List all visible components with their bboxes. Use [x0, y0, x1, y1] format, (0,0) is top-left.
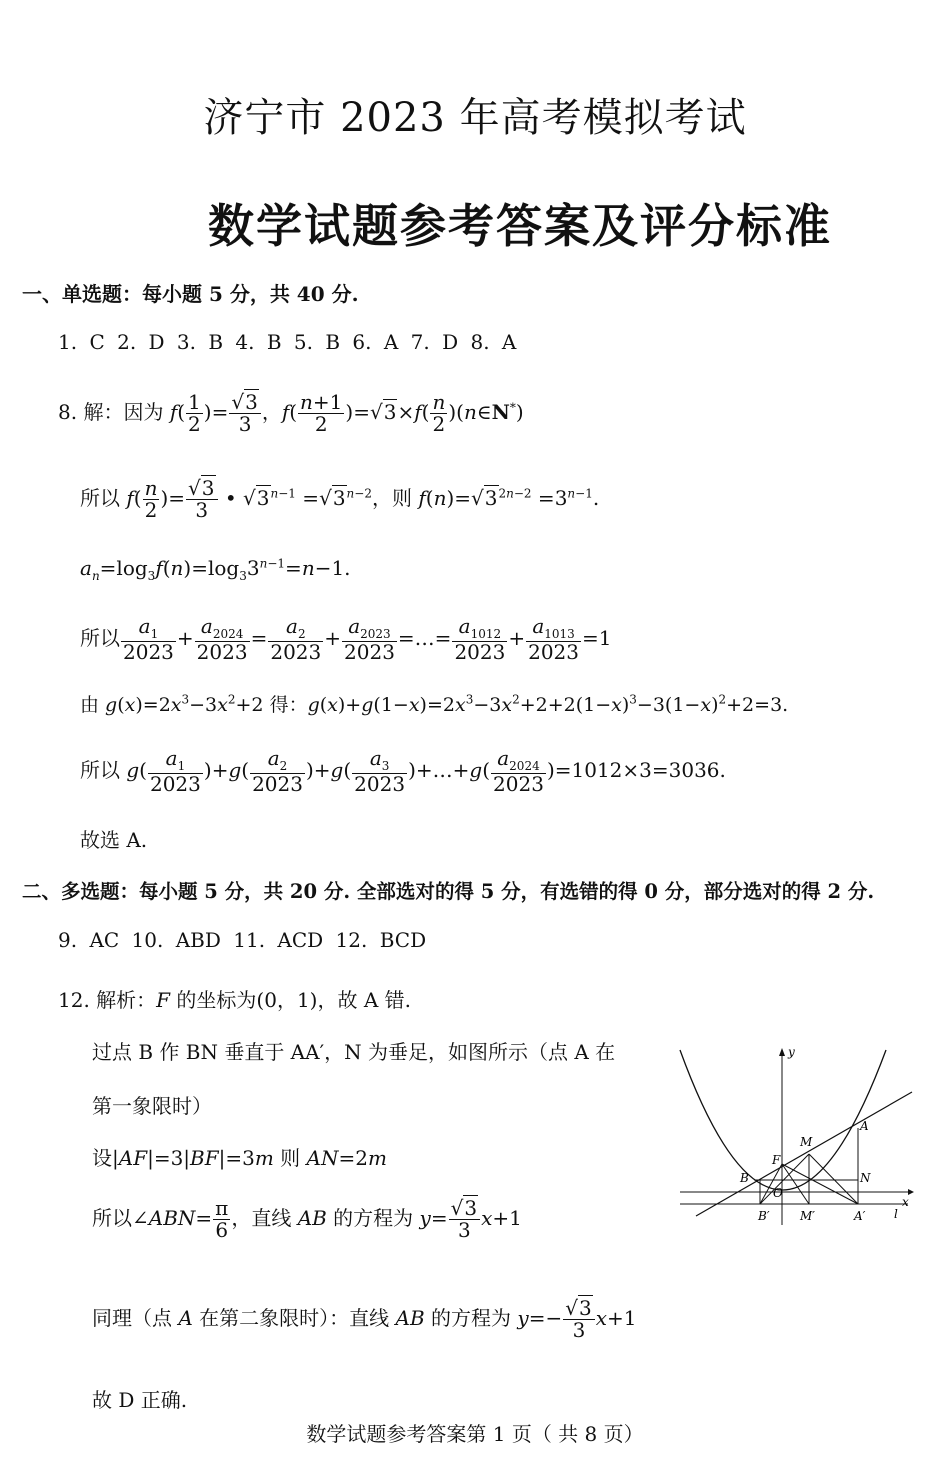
label-y: y: [788, 1045, 795, 1059]
label-a: A: [860, 1119, 869, 1133]
label-a-prime: A′: [854, 1209, 866, 1223]
q8-conclusion: 故选 A.: [80, 828, 148, 852]
label-o: O: [773, 1186, 783, 1200]
section2-answers: 9. AC 10. ABD 11. ACD 12. BCD: [58, 928, 427, 952]
q8-line2: 所以 f( $\frac{n}{2}$ )= $\frac{√3}{3}$ • $√3^{n-1} =√3^{n-2}$，则 $f(n)=√3^{2n-2} =3^{n-1}$.: [80, 476, 600, 522]
q12-conclusion: 故 D 正确.: [92, 1388, 188, 1412]
q8-label: 8. 解：因为: [58, 400, 164, 424]
label-f: F: [772, 1153, 781, 1167]
q12-line5: 所以∠ABN= $\frac{\pi}{6}$ ，直线 AB 的方程为 y= $\frac{√3}{3}$ x+1: [92, 1196, 522, 1242]
q8-line1: 8. 解：因为 f( $\frac{1}{2}$ )= $\frac{√3}{3}$ ，f( $\frac{n+1}{2}$ )=√3×f( $\frac{n}{2}$ )(n∈N*): [58, 390, 524, 436]
label-n: N: [860, 1171, 871, 1185]
parabola-figure: [672, 1040, 918, 1230]
q8-line4: 所以 $\frac{a_1}{2023}$ + $\frac{a_{2024}}{2023}$ = $\frac{a_2}{2023}$ + $\frac{a_{2023}}{2023}$ =…= $\frac{a_{1012}}{2023}$ + $\frac{a_{1013}}{2023}$ =1: [80, 614, 612, 664]
page-title: 济宁市 2023 年高考模拟考试: [203, 95, 747, 141]
q12-line2: 过点 B 作 BN 垂直于 AA′，N 为垂足，如图所示（点 A 在: [92, 1040, 616, 1064]
section1-heading: 一、单选题：每小题 5 分，共 40 分.: [22, 282, 359, 306]
parabola-curve: [680, 1050, 886, 1190]
q8-line3: $a_n=\log_3f(n)=\log_33^{n-1}=n-1$.: [80, 556, 351, 583]
label-l: l: [894, 1207, 898, 1221]
y-axis-arrow: [779, 1048, 785, 1056]
q12-line6: 同理（点 A 在第二象限时）：直线 AB 的方程为 y=− $\frac{√3}{3}$ x+1: [92, 1296, 637, 1342]
x-axis-arrow: [908, 1189, 914, 1195]
q8-line6: 所以 g( $\frac{a_1}{2023}$ )+g( $\frac{a_2}{2023}$ )+g( $\frac{a_3}{2023}$ )+…+g( $\frac{a_{2024}}{2023}$ )=1012×3=3036.: [80, 746, 726, 796]
q12-line1: 12. 解析：F 的坐标为(0，1)，故 A 错.: [58, 988, 411, 1012]
label-b: B: [740, 1171, 749, 1185]
page-subtitle: 数学试题参考答案及评分标准: [208, 199, 832, 253]
segment-m-a-prime: [809, 1154, 858, 1204]
label-m: M: [800, 1135, 813, 1149]
label-x: x: [902, 1195, 909, 1209]
q12-line4: 设|AF|=3|BF|=3m 则 AN=2m: [92, 1146, 387, 1170]
q12-intro: 12. 解析：: [58, 988, 157, 1012]
label-b-prime: B′: [758, 1209, 770, 1223]
q8-line5: 由 $g(x)=2x^3-3x^2+2$ 得：$g(x)+g(1-x)=2x^3-3x^2+2+2(1-x)^3-3(1-x)^2+2=3$.: [80, 692, 789, 716]
label-m-prime: M′: [800, 1209, 816, 1223]
section2-heading: 二、多选题：每小题 5 分，共 20 分. 全部选对的得 5 分，有选错的得 0 分，部分选对的得 2 分.: [22, 880, 875, 903]
q12-line3: 第一象限时）: [92, 1094, 212, 1118]
segment-b-prime-m: [760, 1154, 809, 1204]
section1-answers: 1. C 2. D 3. B 4. B 5. B 6. A 7. D 8. A: [58, 330, 517, 354]
page-footer: 数学试题参考答案第 1 页（ 共 8 页）: [306, 1422, 644, 1446]
